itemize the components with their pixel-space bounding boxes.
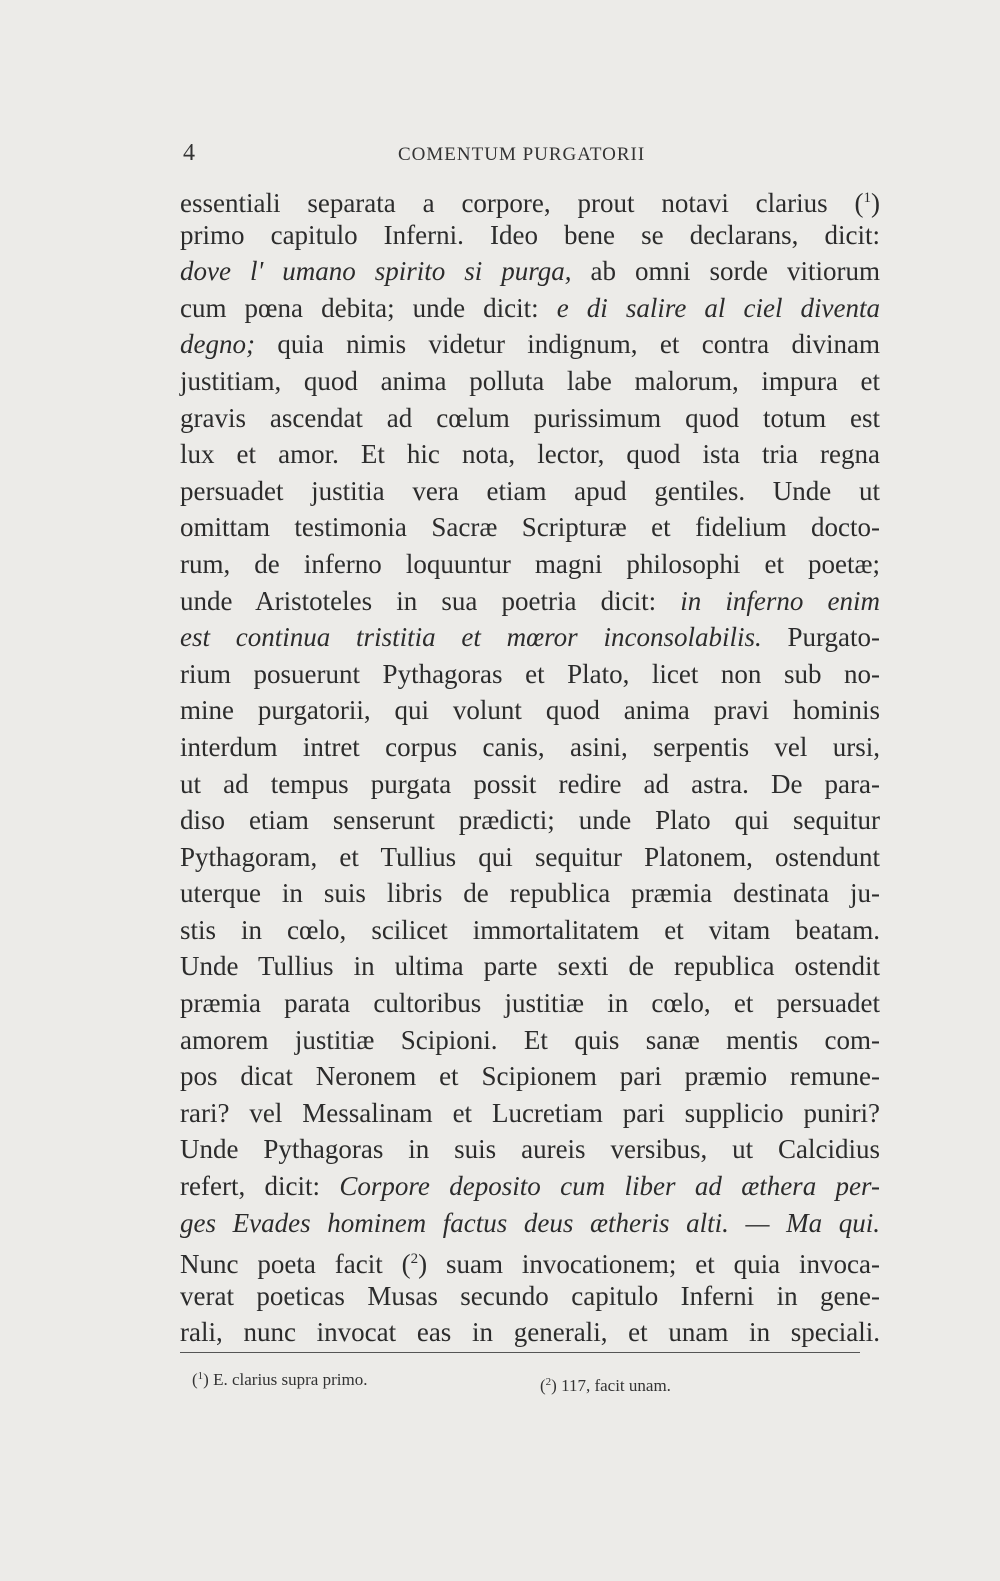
text-span: ) (871, 188, 880, 218)
text-line: mine purgatorii, qui volunt quod anima pravi hominis (180, 695, 880, 726)
text-line: verat poeticas Musas secundo capitulo Inferni in gene- (180, 1280, 880, 1311)
text-line: justitiam, quod anima polluta labe malorum, impura et (180, 365, 880, 396)
text-line: ut ad tempus purgata possit redire ad astra. De para- (180, 768, 880, 799)
text-line (180, 619, 880, 656)
text-span: essentiali separata a corpore, prout notavi clarius ( (180, 188, 864, 218)
text-span: ( (192, 1370, 198, 1389)
footnote-2 (540, 1376, 671, 1396)
running-head: COMENTUM PURGATORII (398, 144, 646, 165)
text-line: omittam testimonia Sacræ Scripturæ et fidelium docto- (180, 512, 880, 543)
text-line: interdum intret corpus canis, asini, serpentis vel ursi, (180, 731, 880, 762)
text-line: lux et amor. Et hic nota, lector, quod ista tria regna (180, 439, 880, 470)
text-span: refert, dicit: (180, 1171, 340, 1202)
page-header (183, 140, 873, 170)
text-line (180, 1205, 880, 1242)
text-line: rali, nunc invocat eas in generali, et unam in speciali. (180, 1317, 880, 1348)
footnote-number: 2 (545, 1376, 552, 1388)
text-span: cum pœna debita; unde dicit: (180, 292, 557, 323)
text-span: quia nimis videtur indignum, et contra divinam (254, 329, 880, 360)
text-line: rum, de inferno loquuntur magni philosophi et poetæ; (180, 548, 880, 579)
text-line (180, 290, 880, 327)
text-span: Purgato- (761, 622, 881, 653)
italic-quote: in inferno enim (680, 585, 881, 616)
text-line: rari? vel Messalinam et Lucretiam pari supplicio puniri? (180, 1097, 880, 1128)
text-line: amorem justitiæ Scipioni. Et quis sanæ mentis com- (180, 1024, 880, 1055)
italic-quote: ges Evades hominem factus deus ætheris alti. — Ma qui. (180, 1207, 880, 1238)
text-line: persuadet justitia vera etiam apud gentiles. Unde ut (180, 475, 880, 506)
text-line: uterque in suis libris de republica præmia destinata ju- (180, 878, 880, 909)
italic-quote: e di salire al ciel diventa (556, 292, 880, 323)
text-line (180, 180, 880, 217)
text-line (180, 1168, 880, 1205)
footnote-text: ) E. clarius supra primo. (203, 1370, 368, 1389)
text-span: ) suam invocationem; et quia invoca- (418, 1249, 881, 1280)
footnote-divider (180, 1352, 860, 1353)
footnote-ref-1: 1 (863, 190, 871, 206)
italic-quote: degno; (180, 329, 255, 360)
italic-quote: dove l' umano spirito si purga, (180, 256, 572, 287)
text-line: gravis ascendat ad cœlum purissimum quod totum est (180, 402, 880, 433)
footnote-ref-2: 2 (410, 1251, 419, 1268)
text-line (180, 583, 880, 620)
text-line: Unde Pythagoras in suis aureis versibus, ut Calcidius (180, 1134, 880, 1165)
italic-quote: Corpore deposito cum liber ad æthera per- (339, 1171, 880, 1202)
text-line: pos dicat Neronem et Scipionem pari præmio remune- (180, 1061, 880, 1092)
text-line (180, 326, 880, 363)
text-span: unde Aristoteles in sua poetria dicit: (180, 585, 681, 616)
page-number: 4 (183, 140, 195, 166)
text-line: primo capitulo Inferni. Ideo bene se declarans, dicit: (180, 219, 880, 250)
footnote-1 (192, 1370, 367, 1390)
text-span: ab omni sorde vitiorum (571, 256, 880, 287)
text-line (180, 253, 880, 290)
text-line: præmia parata cultoribus justitiæ in cœlo, et persuadet (180, 988, 880, 1019)
text-line (180, 1241, 880, 1278)
footnote-number: 1 (197, 1370, 204, 1382)
text-span: ( (540, 1376, 546, 1395)
text-line: diso etiam senserunt prædicti; unde Plato qui sequitur (180, 805, 880, 836)
text-span: Nunc poeta facit ( (180, 1249, 411, 1280)
footnote-text: ) 117, facit unam. (551, 1376, 671, 1395)
text-line: Unde Tullius in ultima parte sexti de republica ostendit (180, 951, 880, 982)
text-line: rium posuerunt Pythagoras et Plato, licet non sub no- (180, 658, 880, 689)
main-text (180, 180, 880, 1351)
text-line: Pythagoram, et Tullius qui sequitur Platonem, ostendunt (180, 841, 880, 872)
text-line: stis in cœlo, scilicet immortalitatem et vitam beatam. (180, 914, 880, 945)
italic-quote: est continua tristitia et mœror inconsolabilis. (180, 622, 762, 653)
